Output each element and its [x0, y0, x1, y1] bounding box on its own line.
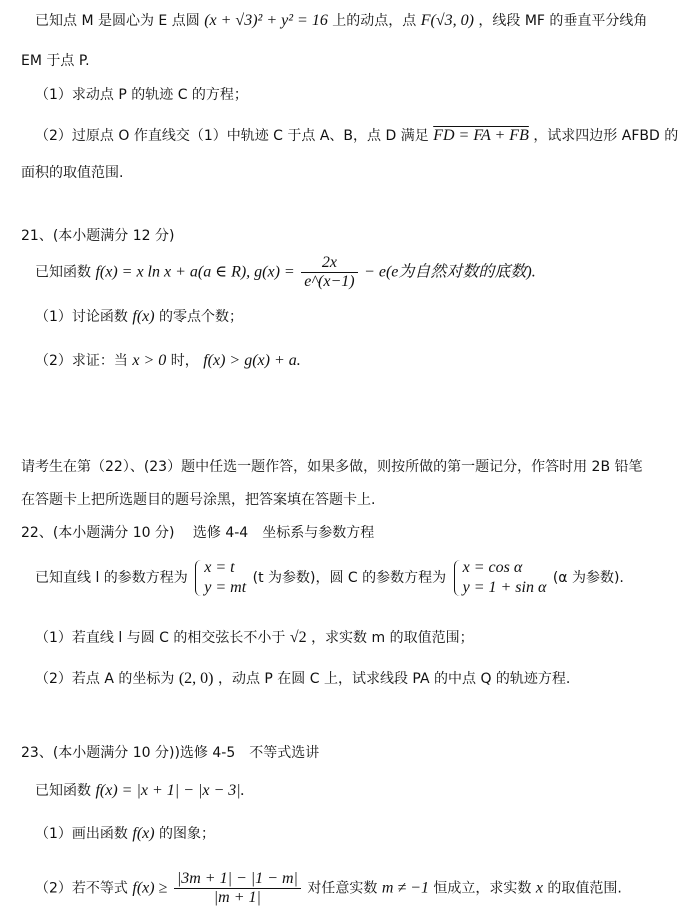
p22-part1-text-b: ，求实数 m 的取值范围； [311, 630, 474, 646]
p23-intro [35, 780, 245, 802]
p21-part1 [35, 306, 243, 328]
p23-part1-text-b: 的图象； [159, 826, 216, 842]
p21-intro [35, 254, 536, 291]
p22-part2-text-b: ，动点 P 在圆 C 上，试求线段 PA 的中点 Q 的轨迹方程. [217, 671, 571, 687]
circle-param-row2: y = 1 + sin α [462, 579, 547, 596]
p20-part2 [35, 125, 678, 147]
point-f: F(√3, 0) [420, 12, 474, 29]
p20-line2: EM 于点 P. [21, 53, 90, 69]
p21-part2 [35, 350, 301, 372]
p21-part2-condition: x > 0 [132, 352, 167, 369]
p23-part2 [35, 870, 622, 907]
p20-text-b: 上的动点，点 [332, 13, 417, 29]
p21-part1-text-a: （1）讨论函数 [35, 309, 128, 325]
sqrt-two: √2 [289, 629, 307, 646]
line-param-row1: x = t [204, 559, 235, 576]
p21-part2-text-b: 时， [170, 353, 199, 369]
p23-frac-denominator: |m + 1| [213, 889, 261, 906]
p21-part2-inequality: f(x) > g(x) + a. [203, 352, 301, 369]
g-fraction [301, 254, 357, 291]
p23-part2-text-b: 对任意实数 [307, 880, 378, 897]
p23-frac-numerator: |3m + 1| − |1 − m| [174, 870, 301, 889]
p23-part2-text-d: 的取值范围. [547, 880, 622, 897]
point-a-coord: (2, 0) [178, 670, 214, 687]
p20-text-c: ，线段 MF 的垂直平分线角 [478, 13, 648, 29]
p21-part2-text-a: （2）求证：当 [35, 353, 128, 369]
p23-part1-fx: f(x) [132, 825, 155, 842]
circle-parametric-system [453, 558, 547, 598]
p20-part1: （1）求动点 P 的轨迹 C 的方程； [35, 87, 248, 103]
circle-param-row1: x = cos α [462, 559, 523, 576]
p20-part2-text-a: （2）过原点 O 作直线交（1）中轨迹 C 于点 A、B，点 D 满足 [35, 128, 429, 144]
p23-part2-x: x [535, 879, 543, 897]
p20-part2-cont: 面积的取值范围. [21, 165, 124, 181]
vector-equation: FD = FA + FB [433, 127, 529, 144]
p21-part1-text-b: 的零点个数； [159, 309, 244, 325]
p22-part1 [35, 627, 474, 649]
line-parametric-system [194, 558, 246, 598]
p23-intro-text: 已知函数 [35, 783, 91, 799]
p23-f-definition: f(x) = |x + 1| − |x − 3|. [95, 782, 245, 799]
p23-part1 [35, 823, 215, 845]
p23-part1-text-a: （1）画出函数 [35, 826, 128, 842]
p23-fraction [174, 870, 301, 907]
g-numerator: 2x [301, 254, 357, 273]
p21-intro-text: 已知函数 [35, 264, 91, 281]
p22-part2-text-a: （2）若点 A 的坐标为 [35, 671, 175, 687]
f-g-definition: f(x) = x ln x + a(a ∈ R), g(x) = [95, 263, 295, 281]
p23-header: 23、(本小题满分 10 分))选修 4-5 不等式选讲 [21, 745, 320, 761]
p20-line1 [35, 10, 647, 32]
p22-intro-text-c: (α 为参数). [552, 570, 624, 586]
p23-part2-condition: m ≠ −1 [381, 879, 429, 897]
g-denominator: e^(x−1) [304, 273, 355, 290]
p20-text-a: 已知点 M 是圆心为 E 点圆 [35, 13, 200, 29]
instruction-line1: 请考生在第（22）、(23）题中任选一题作答，如果多做，则按所做的第一题记分，作答时用 2B 铅笔 [21, 459, 643, 475]
p22-intro-text-b: (t 为参数)，圆 C 的参数方程为 [252, 570, 447, 586]
g-tail: − e(e为自然对数的底数). [364, 263, 536, 281]
instruction-line2: 在答题卡上把所选题目的题号涂黑，把答案填在答题卡上. [21, 492, 376, 508]
p22-intro [35, 558, 624, 598]
line-param-row2: y = mt [204, 579, 247, 596]
p23-part2-text-a: （2）若不等式 [35, 880, 128, 897]
p21-part1-fx: f(x) [132, 308, 155, 325]
p22-part1-text-a: （1）若直线 l 与圆 C 的相交弦长不小于 [35, 630, 286, 646]
p23-part2-text-c: 恒成立，求实数 [433, 880, 532, 897]
p22-header: 22、(本小题满分 10 分) 选修 4-4 坐标系与参数方程 [21, 525, 375, 541]
p22-part2 [35, 668, 570, 690]
circle-equation: (x + √3)² + y² = 16 [204, 12, 328, 29]
p20-part2-text-b: ，试求四边形 AFBD 的 [533, 128, 679, 144]
p23-part2-lhs: f(x) ≥ [132, 879, 168, 897]
p21-header: 21、(本小题满分 12 分) [21, 228, 175, 244]
p22-intro-text-a: 已知直线 l 的参数方程为 [35, 570, 188, 586]
